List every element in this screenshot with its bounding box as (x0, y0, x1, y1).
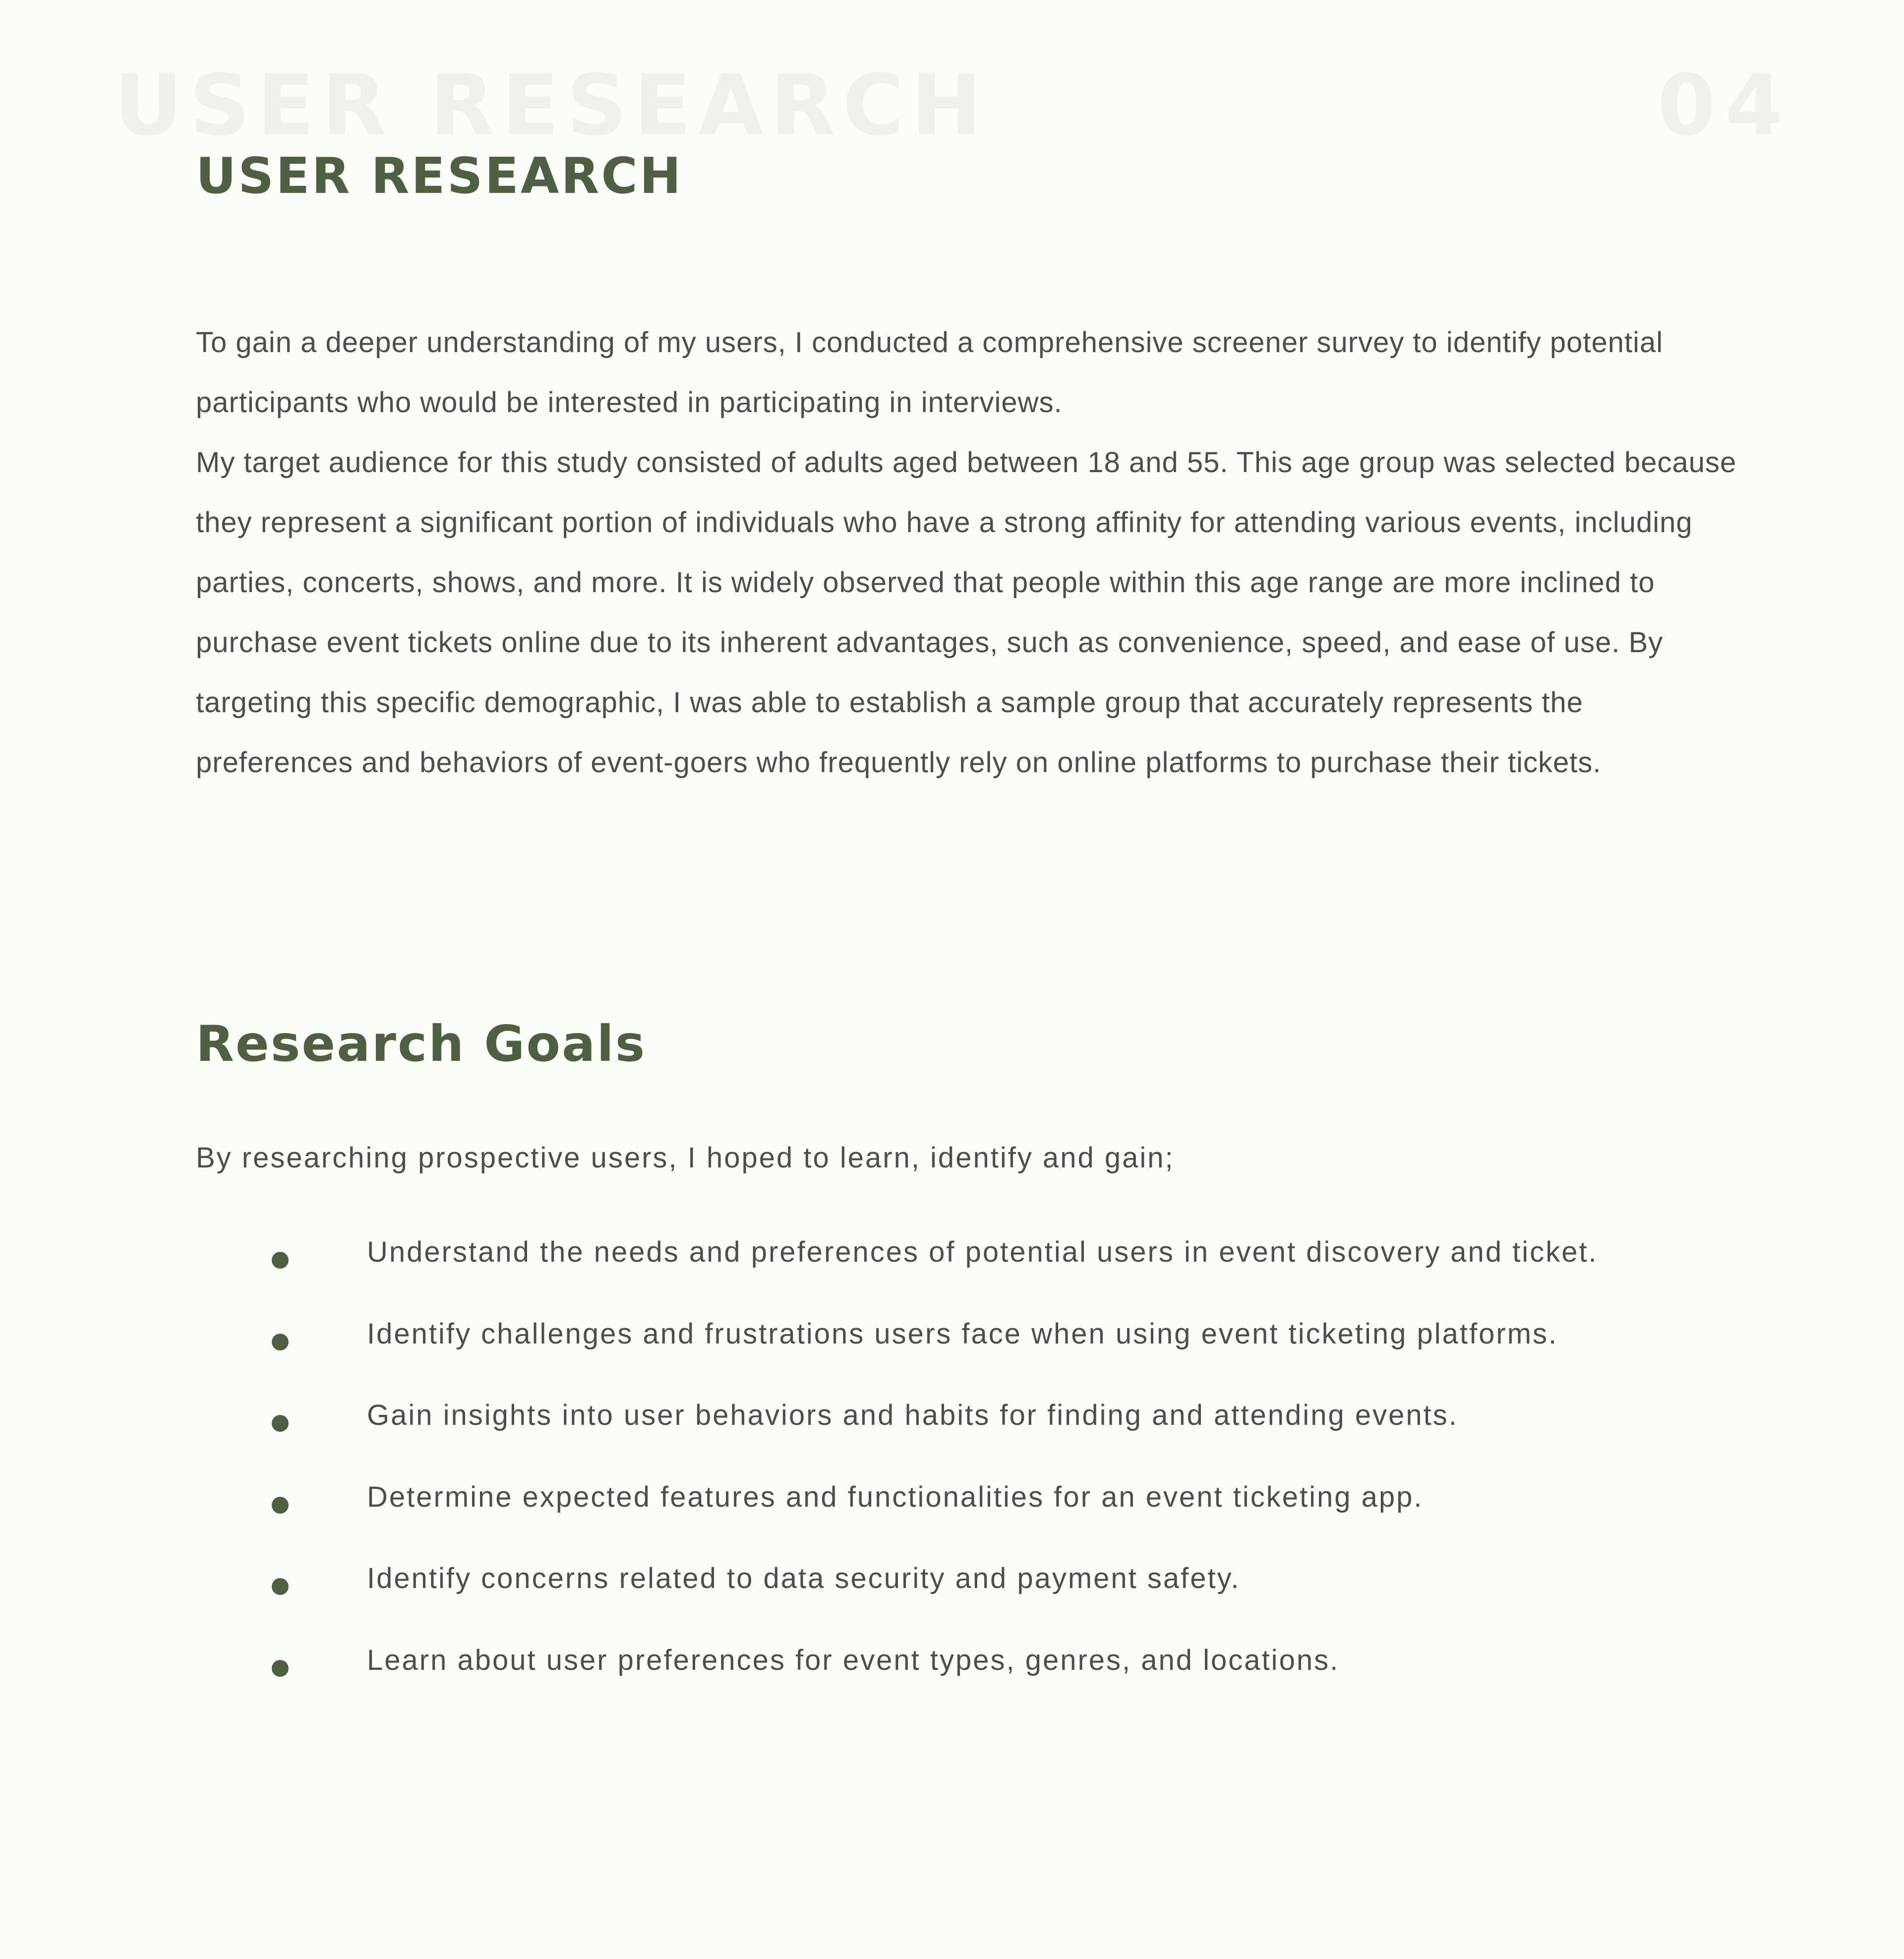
goals-title: Research Goals (196, 1015, 647, 1073)
goal-text: Determine expected features and functionalities for an event ticketing app. (367, 1480, 1424, 1513)
goal-text: Gain insights into user behaviors and habits for finding and attending events. (367, 1399, 1458, 1431)
intro-paragraph: To gain a deeper understanding of my users, I conducted a comprehensive screener survey to identify potential participants who would be interested in participating in interviews. (196, 326, 1664, 419)
bullet-icon (272, 1660, 289, 1677)
goals-intro: By researching prospective users, I hoped to learn, identify and gain; (196, 1142, 1175, 1174)
goal-text: Identify challenges and frustrations users face when using event ticketing platforms. (367, 1317, 1558, 1350)
bullet-icon (272, 1415, 289, 1432)
intro-paragraph: My target audience for this study consisted of adults aged between 18 and 55. This age group was selected because they represent a significant portion of individuals who have a strong affinity for attending various events, including parties, concerts, shows, and more. It is widely observed that people within this age range are more inclined to purchase event tickets online due to its inherent advantages, such as convenience, speed, and ease of use. By targeting this specific demographic, I was able to establish a sample group that accurately represents the preferences and behaviors of event-goers who frequently rely on online platforms to purchase their tickets. (196, 446, 1737, 779)
list-item (0, 1317, 1904, 1399)
list-item (0, 1235, 1904, 1317)
bullet-icon (272, 1334, 289, 1350)
list-item (0, 1398, 1904, 1480)
bullet-icon (272, 1497, 289, 1514)
watermark-title: USER RESEARCH (114, 57, 989, 155)
goal-text: Identify concerns related to data security and payment safety. (367, 1562, 1241, 1594)
list-item (0, 1561, 1904, 1643)
goal-text: Understand the needs and preferences of potential users in event discovery and ticket. (367, 1236, 1598, 1268)
bullet-icon (272, 1578, 289, 1595)
intro-text (196, 312, 1743, 793)
goals-list (0, 1235, 1904, 1724)
bullet-icon (272, 1252, 289, 1269)
list-item (0, 1480, 1904, 1562)
list-item (0, 1643, 1904, 1725)
goal-text: Learn about user preferences for event types, genres, and locations. (367, 1644, 1340, 1676)
watermark-page-number: 04 (1657, 57, 1792, 155)
section-title: USER RESEARCH (196, 147, 683, 205)
